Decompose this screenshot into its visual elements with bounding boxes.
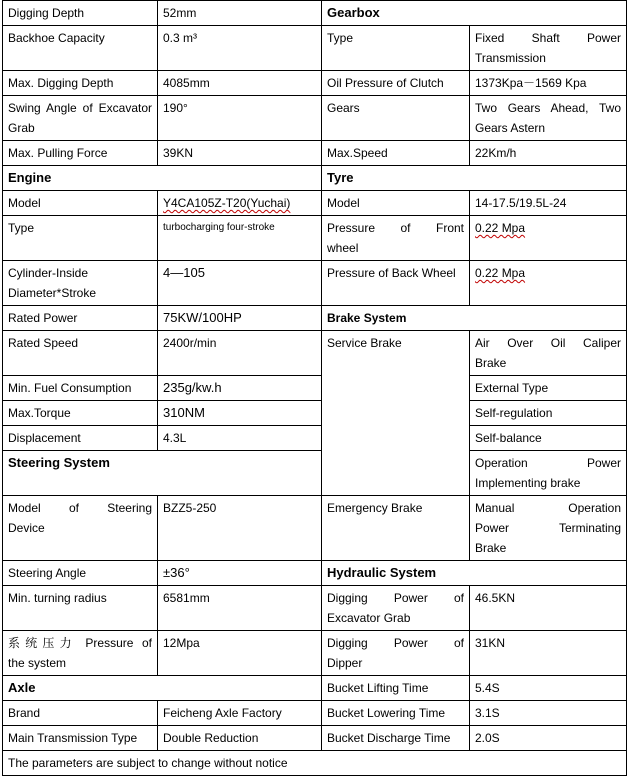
cell-value: 46.5KN bbox=[470, 586, 627, 631]
cell-value: 39KN bbox=[158, 141, 322, 166]
emergency-brake-label: Emergency Brake bbox=[322, 496, 470, 561]
label-line: Cylinder-Inside bbox=[8, 266, 89, 280]
table-row bbox=[3, 426, 627, 451]
label-line: Digging Power of bbox=[327, 591, 464, 605]
cell-label bbox=[322, 586, 470, 631]
section-header-tyre: Tyre bbox=[322, 166, 627, 191]
section-header-brake: Brake System bbox=[322, 306, 627, 331]
cell-value: turbocharging four-stroke bbox=[158, 216, 322, 261]
cell-label: Max.Torque bbox=[3, 401, 158, 426]
label-line: Excavator Grab bbox=[327, 611, 411, 625]
cell-value: 5.4S bbox=[470, 676, 627, 701]
back-pressure-text: 0.22 Mpa bbox=[475, 266, 526, 280]
table-row bbox=[3, 141, 627, 166]
label-line: 系统压力 Pressure of bbox=[8, 636, 152, 650]
label-line: Pressure of Front bbox=[327, 221, 464, 235]
cell-value bbox=[470, 96, 627, 141]
section-header-gearbox: Gearbox bbox=[322, 1, 627, 26]
cell-value: 75KW/100HP bbox=[158, 306, 322, 331]
value-line: Fixed Shaft Power bbox=[475, 31, 621, 45]
cell-value: 4.3L bbox=[158, 426, 322, 451]
cell-value: Self-balance bbox=[470, 426, 627, 451]
cell-value: 1373Kpa－1569 Kpa bbox=[470, 71, 627, 96]
cell-label: Digging Depth bbox=[3, 1, 158, 26]
cell-value bbox=[470, 496, 627, 561]
cell-label: Rated Power bbox=[3, 306, 158, 331]
value-line: Brake bbox=[475, 356, 507, 370]
cell-label: Min. turning radius bbox=[3, 586, 158, 631]
cell-label: Min. Fuel Consumption bbox=[3, 376, 158, 401]
cell-label: Max. Pulling Force bbox=[3, 141, 158, 166]
table-row bbox=[3, 496, 627, 561]
label-line: Grab bbox=[8, 121, 35, 135]
cell-value bbox=[158, 191, 322, 216]
section-header-engine: Engine bbox=[3, 166, 322, 191]
cell-label: Bucket Lowering Time bbox=[322, 701, 470, 726]
cell-label bbox=[3, 261, 158, 306]
table-row bbox=[3, 376, 627, 401]
cell-value: 22Km/h bbox=[470, 141, 627, 166]
table-row bbox=[3, 216, 627, 261]
table-row bbox=[3, 1, 627, 26]
cell-label: Type bbox=[322, 26, 470, 71]
front-pressure-text: 0.22 Mpa bbox=[475, 221, 526, 235]
cell-label: Gears bbox=[322, 96, 470, 141]
table-row bbox=[3, 401, 627, 426]
value-line: Gears Astern bbox=[475, 121, 546, 135]
section-header-hydraulic: Hydraulic System bbox=[322, 561, 627, 586]
cell-value bbox=[470, 261, 627, 306]
cell-label bbox=[322, 631, 470, 676]
label-line: Model of Steering bbox=[8, 501, 152, 515]
cell-value: 12Mpa bbox=[158, 631, 322, 676]
cell-value: 235g/kw.h bbox=[158, 376, 322, 401]
cell-label: Bucket Discharge Time bbox=[322, 726, 470, 751]
cell-value: ±36° bbox=[158, 561, 322, 586]
cell-value: 31KN bbox=[470, 631, 627, 676]
table-row bbox=[3, 701, 627, 726]
value-line: Brake bbox=[475, 541, 507, 555]
cell-value bbox=[470, 26, 627, 71]
cell-value: 0.3 m³ bbox=[158, 26, 322, 71]
cell-value bbox=[470, 331, 627, 376]
label-line: Device bbox=[8, 521, 45, 535]
cell-label bbox=[3, 96, 158, 141]
table-row bbox=[3, 261, 627, 306]
footer-note: The parameters are subject to change without notice bbox=[3, 751, 627, 776]
cell-value: 310NM bbox=[158, 401, 322, 426]
label-line: wheel bbox=[327, 241, 359, 255]
value-line: Implementing brake bbox=[475, 476, 581, 490]
cell-value: 14-17.5/19.5L-24 bbox=[470, 191, 627, 216]
label-line: Dipper bbox=[327, 656, 363, 670]
cell-label: Model bbox=[3, 191, 158, 216]
section-header-steering: Steering System bbox=[3, 451, 322, 496]
value-line: Two Gears Ahead, Two bbox=[475, 101, 621, 115]
cell-label: Bucket Lifting Time bbox=[322, 676, 470, 701]
cell-value: 2400r/min bbox=[158, 331, 322, 376]
value-line: Transmission bbox=[475, 51, 546, 65]
table-row bbox=[3, 631, 627, 676]
cell-label: Max. Digging Depth bbox=[3, 71, 158, 96]
table-row bbox=[3, 586, 627, 631]
cell-value: 6581mm bbox=[158, 586, 322, 631]
cell-label: Steering Angle bbox=[3, 561, 158, 586]
cell-label: Brand bbox=[3, 701, 158, 726]
cell-value: 52mm bbox=[158, 1, 322, 26]
cell-value: 190° bbox=[158, 96, 322, 141]
spec-table bbox=[2, 0, 627, 776]
table-row bbox=[3, 96, 627, 141]
cell-value: Feicheng Axle Factory bbox=[158, 701, 322, 726]
table-row bbox=[3, 191, 627, 216]
cell-label: Oil Pressure of Clutch bbox=[322, 71, 470, 96]
cell-value: Double Reduction bbox=[158, 726, 322, 751]
table-row bbox=[3, 451, 627, 496]
cell-value bbox=[470, 451, 627, 496]
value-line: Operation Power bbox=[475, 456, 621, 470]
cell-value: 3.1S bbox=[470, 701, 627, 726]
table-row bbox=[3, 306, 627, 331]
cell-value: BZZ5-250 bbox=[158, 496, 322, 561]
cell-label: Backhoe Capacity bbox=[3, 26, 158, 71]
table-row bbox=[3, 726, 627, 751]
cell-label: Type bbox=[3, 216, 158, 261]
cell-value: 4085mm bbox=[158, 71, 322, 96]
cell-label: Model bbox=[322, 191, 470, 216]
label-line: the system bbox=[8, 656, 67, 670]
section-header-axle: Axle bbox=[3, 676, 322, 701]
table-row bbox=[3, 26, 627, 71]
label-line: Diameter*Stroke bbox=[8, 286, 97, 300]
cell-value: 2.0S bbox=[470, 726, 627, 751]
value-line: Power Terminating bbox=[475, 521, 621, 535]
cell-label: Max.Speed bbox=[322, 141, 470, 166]
table-row bbox=[3, 331, 627, 376]
table-row bbox=[3, 71, 627, 96]
value-line: Manual Operation bbox=[475, 501, 621, 515]
value-line: Air Over Oil Caliper bbox=[475, 336, 621, 350]
cell-label: Pressure of Back Wheel bbox=[322, 261, 470, 306]
cell-label: Main Transmission Type bbox=[3, 726, 158, 751]
cell-label bbox=[3, 496, 158, 561]
cell-value bbox=[470, 216, 627, 261]
label-line: Swing Angle of Excavator bbox=[8, 101, 152, 115]
cell-label bbox=[3, 631, 158, 676]
cell-label: Rated Speed bbox=[3, 331, 158, 376]
table-row bbox=[3, 166, 627, 191]
service-brake-label: Service Brake bbox=[322, 331, 470, 496]
cell-value: Self-regulation bbox=[470, 401, 627, 426]
cell-value: 4—105 bbox=[158, 261, 322, 306]
cell-label: Displacement bbox=[3, 426, 158, 451]
table-row bbox=[3, 751, 627, 776]
cell-value: External Type bbox=[470, 376, 627, 401]
cell-label bbox=[322, 216, 470, 261]
table-row bbox=[3, 676, 627, 701]
table-row bbox=[3, 561, 627, 586]
engine-model-text: Y4CA105Z-T20(Yuchai) bbox=[163, 196, 291, 210]
label-line: Digging Power of bbox=[327, 636, 464, 650]
